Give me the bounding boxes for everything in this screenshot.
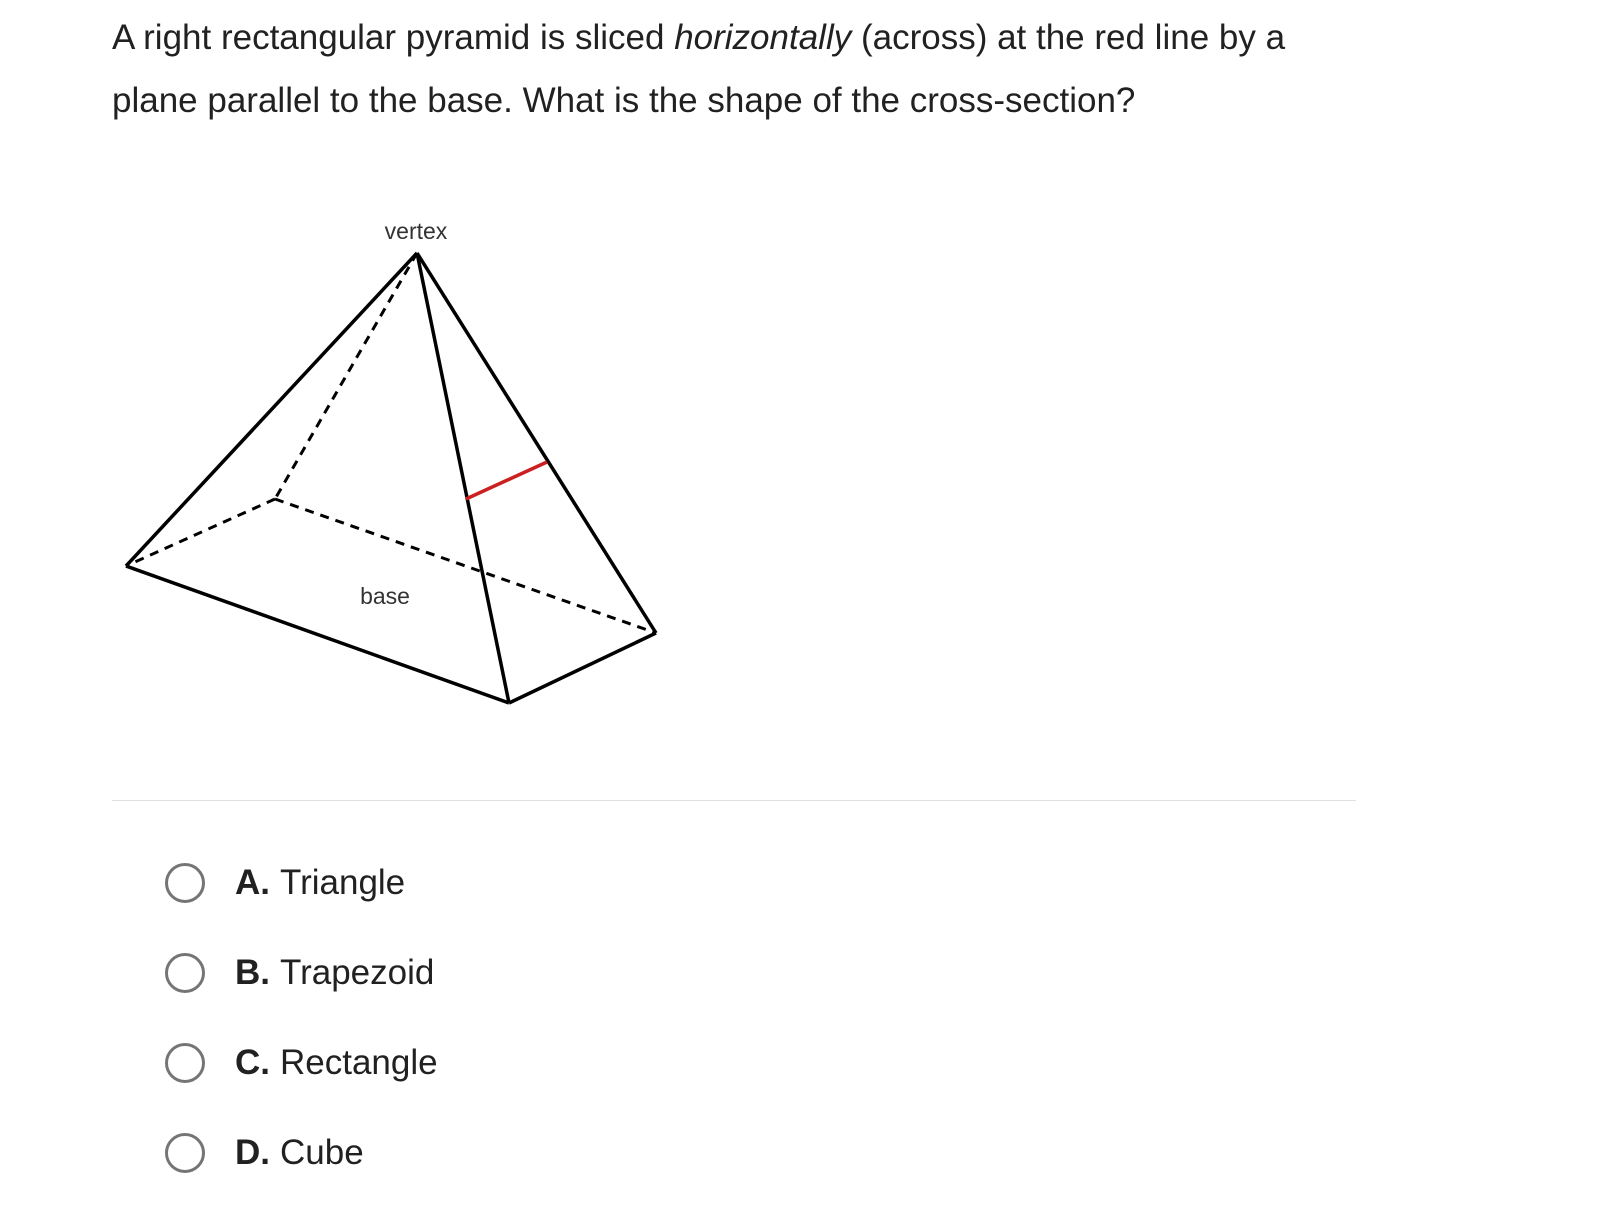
pyramid-figure xyxy=(112,200,692,740)
choice-d[interactable] xyxy=(165,1108,438,1198)
vertex-label: vertex xyxy=(384,218,448,244)
edge-apex-front xyxy=(417,253,509,703)
choice-letter: A. xyxy=(235,863,270,902)
radio-button-icon[interactable] xyxy=(165,1133,205,1173)
base-label: base xyxy=(360,583,410,609)
edge-base-front-right xyxy=(509,633,656,703)
hidden-edges xyxy=(126,253,656,633)
edge-base-front-left xyxy=(126,566,509,703)
hidden-edge-back-right xyxy=(275,499,656,633)
choice-text: Cube xyxy=(280,1133,364,1172)
choice-letter: B. xyxy=(235,953,270,992)
hidden-edge-back-left xyxy=(126,499,275,566)
edge-apex-left xyxy=(126,253,417,566)
question-part-1: A right rectangular pyramid is sliced xyxy=(112,18,675,57)
choice-text: Triangle xyxy=(280,863,406,902)
radio-button-icon[interactable] xyxy=(165,863,205,903)
radio-button-icon[interactable] xyxy=(165,953,205,993)
choice-c[interactable] xyxy=(165,1018,438,1108)
question-emphasis: horizontally xyxy=(674,18,852,57)
divider xyxy=(112,800,1356,801)
visible-edges xyxy=(126,253,656,703)
choice-a[interactable] xyxy=(165,838,438,928)
pyramid-diagram xyxy=(112,200,692,740)
slice-line xyxy=(466,462,547,499)
choice-c-label xyxy=(235,1043,438,1083)
choice-d-label xyxy=(235,1133,364,1173)
answer-choices xyxy=(165,838,438,1198)
choice-b-label xyxy=(235,953,434,993)
radio-button-icon[interactable] xyxy=(165,1043,205,1083)
choice-text: Rectangle xyxy=(280,1043,438,1082)
choice-b[interactable] xyxy=(165,928,438,1018)
choice-letter: C. xyxy=(235,1043,270,1082)
hidden-edge-apex-back xyxy=(275,253,417,499)
choice-a-label xyxy=(235,863,405,903)
edge-apex-right xyxy=(417,253,656,633)
choice-letter: D. xyxy=(235,1133,270,1172)
question-text xyxy=(112,6,1372,132)
choice-text: Trapezoid xyxy=(280,953,435,992)
question-part-2: (across) at the red line by a plane parallel to the base. What is the shape of the cross-section? xyxy=(112,18,1286,120)
